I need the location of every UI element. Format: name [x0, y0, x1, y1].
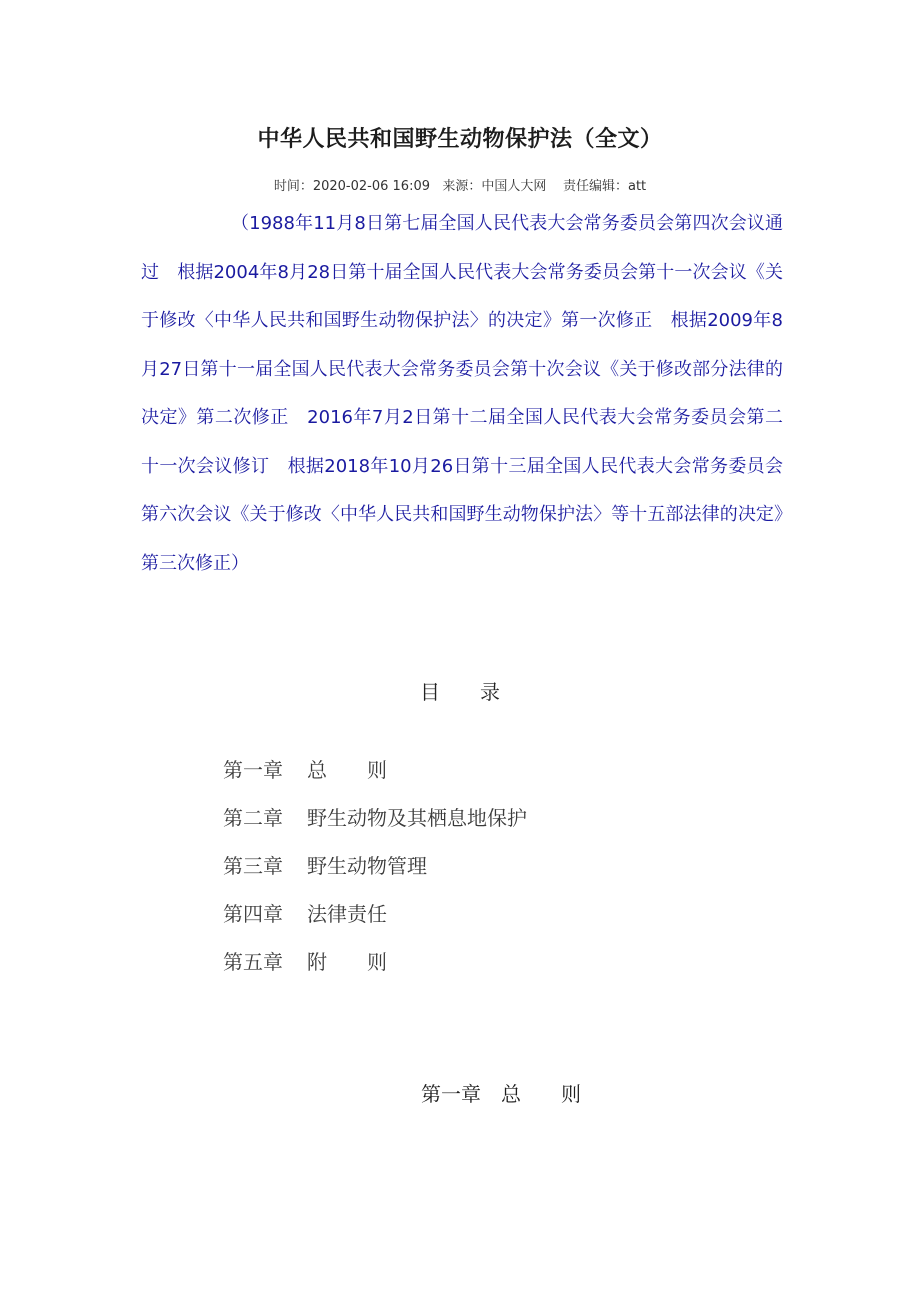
chapter-1-heading [0, 1078, 920, 1107]
toc-chapter-number: 第一章 [223, 758, 283, 782]
toc-chapter-number: 第四章 [223, 902, 283, 926]
toc-chapter-name: 野生动物管理 [307, 854, 427, 878]
toc-heading: 目录 [420, 680, 540, 704]
toc-chapter-number: 第二章 [223, 806, 283, 830]
toc-item-chapter-3 [223, 848, 527, 896]
toc-chapter-number: 第三章 [223, 854, 283, 878]
toc-chapter-name: 法律责任 [307, 902, 387, 926]
source-label: 来源：中国人大网 [442, 179, 547, 194]
table-of-contents [223, 752, 527, 992]
toc-item-chapter-5 [223, 944, 527, 992]
article-meta [0, 175, 920, 194]
chapter-name: 总 则 [501, 1082, 581, 1106]
toc-chapter-name: 野生动物及其栖息地保护 [307, 806, 527, 830]
toc-item-chapter-2 [223, 800, 527, 848]
toc-chapter-name: 总 则 [307, 758, 387, 782]
page-title: 中华人民共和国野生动物保护法（全文） [257, 127, 663, 152]
toc-item-chapter-4 [223, 896, 527, 944]
toc-chapter-number: 第五章 [223, 950, 283, 974]
publish-time: 时间：2020-02-06 16:09 [273, 179, 430, 194]
toc-chapter-name: 附 则 [307, 950, 387, 974]
editor-label: 责任编辑：att [562, 179, 647, 194]
toc-item-chapter-1 [223, 752, 527, 800]
amendment-history-preamble: （1988年11月8日第七届全国人民代表大会常务委员会第四次会议通过 根据2004年8月28日第十届全国人民代表大会常务委员会第十一次会议《关于修改〈中华人民共和国野生动物保护法〉的决定》第一次修正 根据2009年8月27日第十一届全国人民代表大会常务委员会第十次会议《关于修改部分法律的决定》第二次修正 2016年7月2日第十二届全国人民代表大会常务委员会第二十一次会议修订 根据2018年10月26日第十三届全国人民代表大会常务委员会第六次会议《关于修改〈中华人民共和国野生动物保护法〉等十五部法律的决定》第三次修正） [141, 213, 783, 574]
chapter-number: 第一章 [421, 1082, 481, 1106]
